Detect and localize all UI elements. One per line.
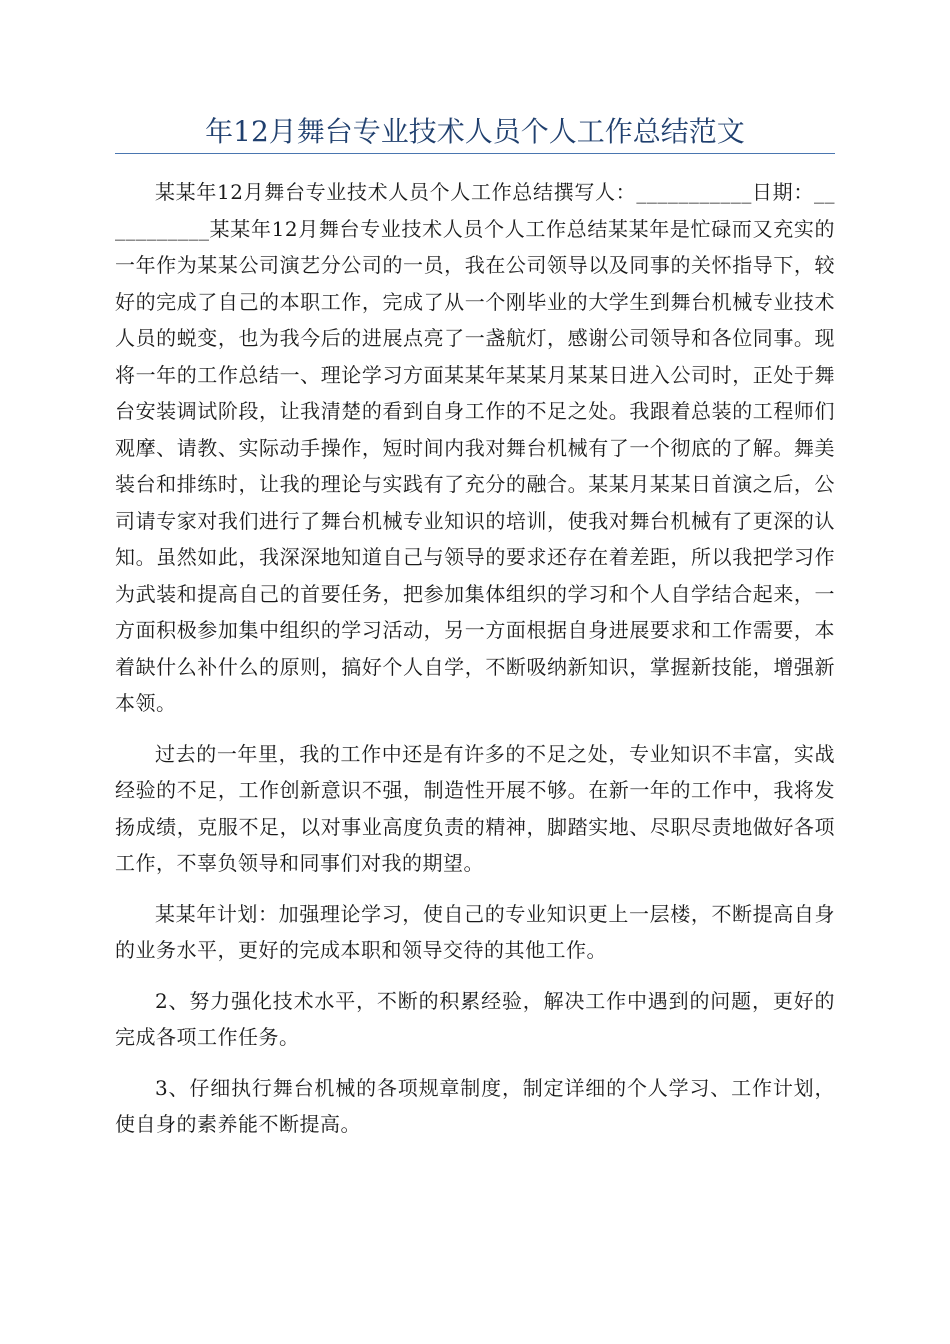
document-body	[115, 174, 835, 1157]
title-underline	[115, 153, 835, 154]
document-title: 年12月舞台专业技术人员个人工作总结范文	[205, 115, 745, 148]
paragraph-shortcomings: 过去的一年里，我的工作中还是有许多的不足之处，专业知识不丰富，实战经验的不足，工作创新意识不强，制造性开展不够。在新一年的工作中，我将发扬成绩，克服不足，以对事业高度负责的精神，脚踏实地、尽职尽责地做好各项工作，不辜负领导和同事们对我的期望。	[115, 741, 835, 875]
paragraph-plan-item-3: 3、仔细执行舞台机械的各项规章制度，制定详细的个人学习、工作计划，使自身的素养能不断提高。	[115, 1075, 835, 1136]
paragraph-plan-item-2: 2、努力强化技术水平，不断的积累经验，解决工作中遇到的问题，更好的完成各项工作任务。	[115, 988, 835, 1049]
paragraph-plan: 某某年计划：加强理论学习，使自己的专业知识更上一层楼，不断提高自身的业务水平，更好的完成本职和领导交待的其他工作。	[115, 901, 835, 962]
paragraph-summary: 某某年12月舞台专业技术人员个人工作总结撰写人：___________日期：___________某某年12月舞台专业技术人员个人工作总结某某年是忙碌而又充实的一年作为某某公司演艺分公司的一员，我在公司领导以及同事的关怀指导下，较好的完成了自己的本职工作，完成了从一个刚毕业的大学生到舞台机械专业技术人员的蜕变，也为我今后的进展点亮了一盏航灯，感谢公司领导和各位同事。现将一年的工作总结一、理论学习方面某某年某某月某某日进入公司时，正处于舞台安装调试阶段，让我清楚的看到自身工作的不足之处。我跟着总装的工程师们观摩、请教、实际动手操作，短时间内我对舞台机械有了一个彻底的了解。舞美装台和排练时，让我的理论与实践有了充分的融合。某某月某某日首演之后，公司请专家对我们进行了舞台机械专业知识的培训，使我对舞台机械有了更深的认知。虽然如此，我深深地知道自己与领导的要求还存在着差距，所以我把学习作为武装和提高自己的首要任务，把参加集体组织的学习和个人自学结合起来，一方面积极参加集中组织的学习活动，另一方面根据自身进展要求和工作需要，本着缺什么补什么的原则，搞好个人自学，不断吸纳新知识，掌握新技能，增强新本领。	[115, 180, 835, 715]
